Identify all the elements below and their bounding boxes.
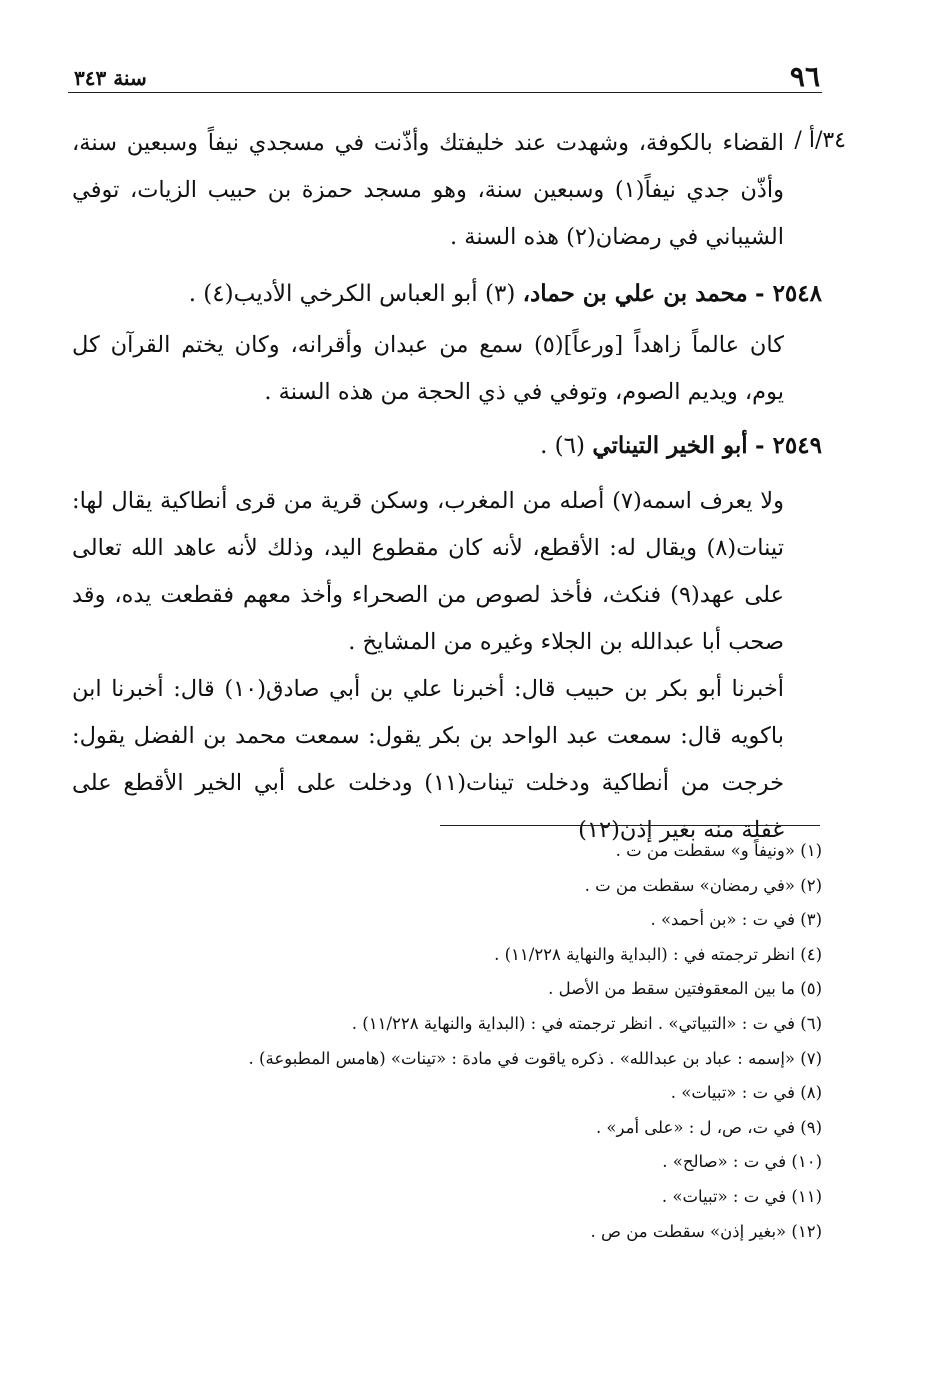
- entry-2548: [189, 274, 822, 314]
- paragraph-3: ولا يعرف اسمه(٧) أصله من المغرب، وسكن قرية من قرى أنطاكية يقال لها: تينات(٨) ويقال له: الأقطع، لأنه كان مقطوع اليد، وذلك لأنه عاهد الله تعالى على عهد(٩) فنكث، فأخذ لصوص من الصحراء وأخذ معهم فقطعت يده، وقد صحب أبا عبدالله بن الجلاء وغيره من المشايخ .: [72, 488, 784, 655]
- paragraph-4: أخبرنا أبو بكر بن حبيب قال: أخبرنا علي بن أبي صادق(١٠) قال: أخبرنا ابن باكويه قال: سمعت عبد الواحد بن بكر يقول: سمعت محمد بن الفضل يقول: خرجت من أنطاكية ودخلت تينات(١١) ودخلت على أبي الخير الأقطع على غفلة منه بغير إذن(١٢): [72, 676, 784, 843]
- footnote-9: (٩) في ت، ص، ل : «على أمر» .: [595, 1117, 822, 1137]
- footnote-7: (٧) «إسمه : عباد بن عبدالله» . ذكره ياقوت في مادة : «تينات» (هامس المطبوعة) .: [248, 1048, 822, 1068]
- paragraph-2: كان عالماً زاهداً [ورعاً](٥) سمع من عبدان وأقرانه، وكان يختم القرآن كل يوم، ويديم الصوم، وتوفي في ذي الحجة من هذه السنة .: [72, 332, 785, 405]
- footnote-11: (١١) في ت : «تبيات» .: [661, 1186, 822, 1206]
- footnote-8: (٨) في ت : «تبيات» .: [670, 1083, 822, 1103]
- footnote-12: (١٢) «بغير إذن» سقطت من ص .: [590, 1221, 822, 1241]
- footnote-4: (٤) انظر ترجمته في : (البداية والنهاية ١١/٢٢٨) .: [494, 944, 822, 964]
- manuscript-folio-note: ٣٤/أ /: [794, 128, 846, 153]
- footnote-1: (١) «ونيفاً و» سقطت من ت .: [615, 841, 822, 860]
- year-label: سنة ٣٤٣: [74, 66, 147, 90]
- entry-name: أبو الخير التيناتي: [592, 432, 748, 459]
- footnote-5: (٥) ما بين المعقوفتين سقط من الأصل .: [548, 979, 822, 999]
- footnote-2: (٢) «في رمضان» سقطت من ت .: [584, 875, 822, 895]
- page-header: [68, 58, 822, 93]
- entry-2549: [540, 426, 822, 466]
- footnote-3: (٣) في ت : «بن أحمد» .: [650, 910, 822, 930]
- entry-name: محمد بن علي بن حماد،: [522, 280, 748, 307]
- footnote-6: (٦) في ت : «التبياتي» . انظر ترجمته في : (البداية والنهاية ١١/٢٢٨) .: [351, 1013, 822, 1033]
- paragraph-1: القضاء بالكوفة، وشهدت عند خليفتك وأذّنت في مسجدي نيفاً وسبعين سنة، وأذّن جدي نيفاً(١) وسبعين سنة، وهو مسجد حمزة بن حبيب الزيات، توفي الشيباني في رمضان(٢) هذه السنة .: [72, 130, 784, 250]
- entry-number: ٢٥٤٨ -: [755, 280, 822, 307]
- entry-number: ٢٥٤٩ -: [755, 432, 822, 459]
- page-number: ٩٦: [789, 60, 820, 93]
- entry-rest: (٦) .: [540, 433, 586, 459]
- footnote-10: (١٠) في ت : «صالح» .: [662, 1152, 822, 1172]
- footnote-separator: [440, 825, 820, 826]
- entry-rest: (٣) أبو العباس الكرخي الأديب(٤) .: [188, 281, 516, 307]
- footnotes: [122, 834, 822, 1249]
